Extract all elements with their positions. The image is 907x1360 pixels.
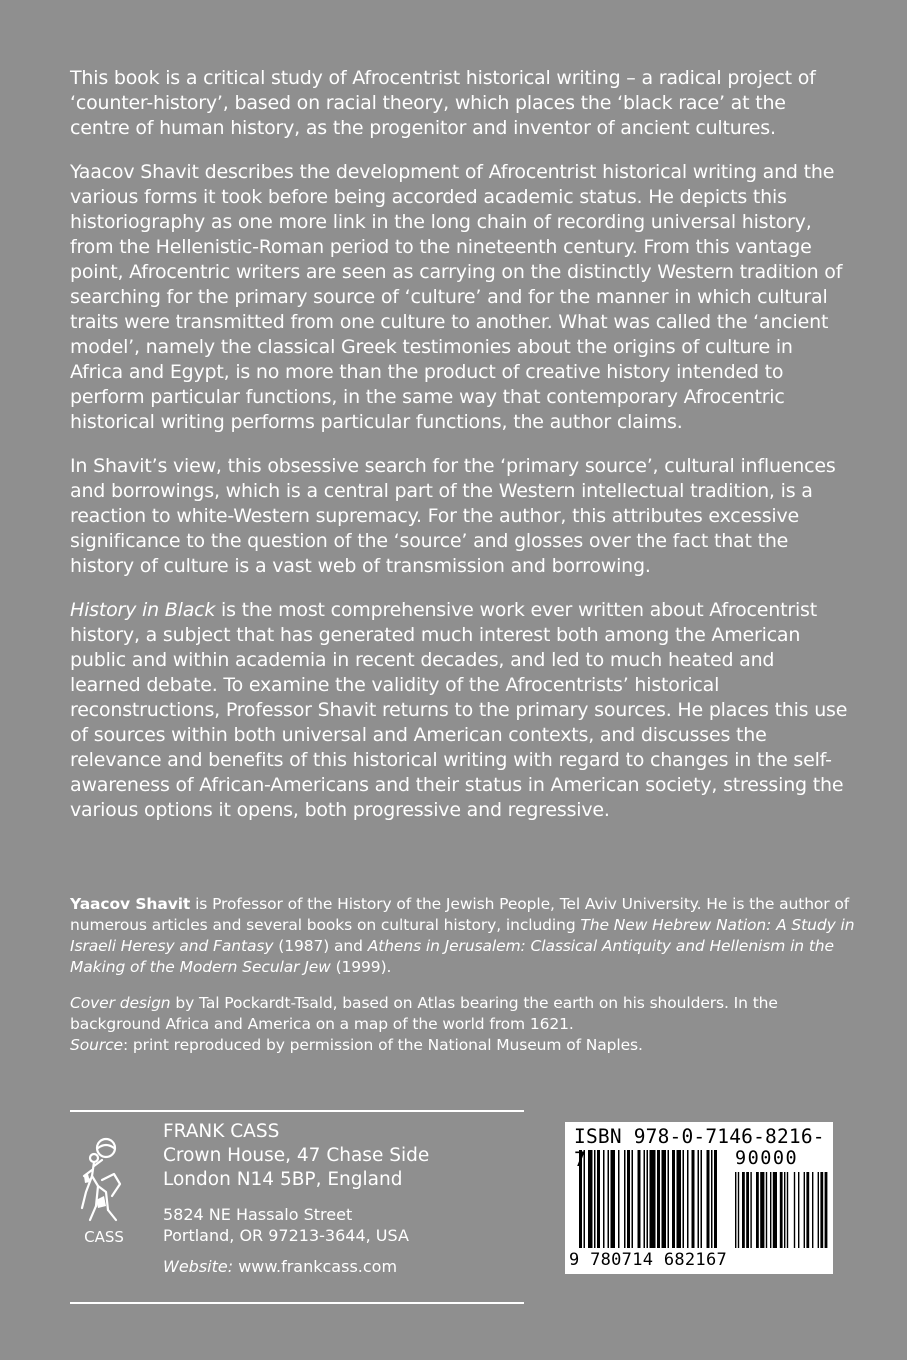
website-url[interactable]: www.frankcass.com: [238, 1257, 398, 1276]
website-label: Website:: [163, 1257, 234, 1276]
us-address-line-2: Portland, OR 97213-3644, USA: [163, 1226, 409, 1245]
price-bar: [825, 1172, 828, 1248]
blurb-paragraph-1: This book is a critical study of Afrocentrist historical writing – a radical project of ‘counter-history’, based on racial theory, which places the ‘black race’ at the centre of human history, as the progenitor and inventor of ancient cultures.: [70, 67, 816, 139]
book-title-2: Athens in Jerusalem: Classical Antiquity and Hellenism in the Making of the Modern Secular Jew: [70, 937, 834, 976]
price-bar: [770, 1172, 771, 1248]
price-bar: [787, 1172, 788, 1248]
author-bio-text-1: is Professor of the History of the Jewish People, Tel Aviv University. He is the author of numerous articles and several books on cultural history, including: [70, 895, 850, 934]
price-bar: [773, 1172, 777, 1248]
price-bar: [735, 1172, 736, 1248]
author-bio-paragraph: [70, 894, 860, 978]
address-line-2: London N14 5BP, England: [163, 1169, 403, 1190]
price-bar: [806, 1172, 809, 1248]
price-bar: [798, 1172, 799, 1248]
price-code: 90000: [735, 1148, 799, 1169]
logo-text: CASS: [84, 1228, 124, 1246]
price-bar: [818, 1172, 819, 1248]
source-text: : print reproduced by permission of the National Museum of Naples.: [122, 1036, 643, 1054]
author-bio: [70, 894, 860, 1071]
book-title: History in Black: [70, 599, 216, 621]
blurb: [70, 66, 850, 842]
price-bar: [766, 1172, 767, 1248]
blurb-paragraph-3: In Shavit’s view, this obsessive search for the ‘primary source’, cultural influences and borrowings, which is a central part of the Western intellectual tradition, is a reaction to white-Western supremacy. For the author, this attributes excessive significance to the question of the ‘source’ and glosses over the fact that the history of culture is a vast web of transmission and borrowing.: [70, 455, 836, 577]
cover-credit: [70, 993, 860, 1035]
price-bar: [750, 1172, 751, 1248]
publisher-name: FRANK CASS: [163, 1121, 280, 1142]
price-bar: [812, 1172, 813, 1248]
price-bar: [804, 1172, 805, 1248]
book-title-1: The New Hebrew Nation: A Study in Israeli Heresy and Fantasy: [70, 916, 855, 955]
author-bio-text-2: (1987) and: [273, 937, 368, 955]
blurb-paragraph-4-text: is the most comprehensive work ever written about Afrocentrist history, a subject that has generated much interest both among the American public and within academia in recent decades, and led to much heated and learned debate. To examine the validity of the Afrocentrists’ historical reconstructions, Professor Shavit returns to the primary sources. He places this use of sources within both universal and American contexts, and discusses the relevance and benefits of this historical writing with regard to changes in the self-awareness of African-Americans and their status in American society, stressing the various options it opens, both progressive and regressive.: [70, 599, 848, 821]
author-name: Yaacov Shavit: [70, 895, 191, 913]
price-bar: [784, 1172, 785, 1248]
price-bar: [780, 1172, 783, 1248]
us-address: [163, 1204, 429, 1246]
blurb-paragraph-2: Yaacov Shavit describes the development of Afrocentrist historical writing and the various forms it took before being accorded academic status. He depicts this historiography as one more link in the long chain of recording universal history, from the Hellenistic-Roman period to the nineteenth century. From this vantage point, Afrocentric writers are seen as carrying on the distinctly Western tradition of searching for the primary source of ‘culture’ and for the manner in which cultural traits were transmitted from one culture to another. What was called the ‘ancient model’, namely the classical Greek testimonies about the origins of culture in Africa and Egypt, is no more than the product of creative history intended to perform particular functions, in the same way that contemporary Afrocentric historical writing performs particular functions, the author claims.: [70, 161, 843, 433]
cover-design-text: by Tal Pockardt-Tsald, based on Atlas bearing the earth on his shoulders. In the background Africa and America on a map of the world from 1621.: [70, 994, 778, 1033]
atlas-figure-icon: [76, 1136, 132, 1224]
price-bar: [794, 1172, 795, 1248]
price-bar: [760, 1172, 764, 1248]
source-label: Source: [70, 1036, 123, 1054]
author-bio-text-3: (1999).: [330, 958, 392, 976]
ean-number: 9 780714 682167: [569, 1250, 728, 1270]
price-bar: [742, 1172, 745, 1248]
blurb-paragraph-4: [70, 598, 850, 823]
cover-design-label: Cover design: [70, 994, 171, 1012]
address-line-1: Crown House, 47 Chase Side: [163, 1145, 430, 1166]
price-bar: [746, 1172, 749, 1248]
source-credit: [70, 1035, 860, 1056]
barcode: [565, 1122, 833, 1274]
price-bar: [756, 1172, 759, 1248]
website: [163, 1255, 429, 1279]
publisher-address: [163, 1120, 429, 1279]
divider-bottom: [70, 1302, 524, 1304]
price-bar: [738, 1172, 739, 1248]
us-address-line-1: 5824 NE Hassalo Street: [163, 1205, 353, 1224]
divider-top: [70, 1110, 524, 1112]
isbn-number: ISBN 978-0-7146-8216-7: [574, 1125, 825, 1171]
publisher-logo: [64, 1136, 144, 1260]
price-bar: [820, 1172, 823, 1248]
